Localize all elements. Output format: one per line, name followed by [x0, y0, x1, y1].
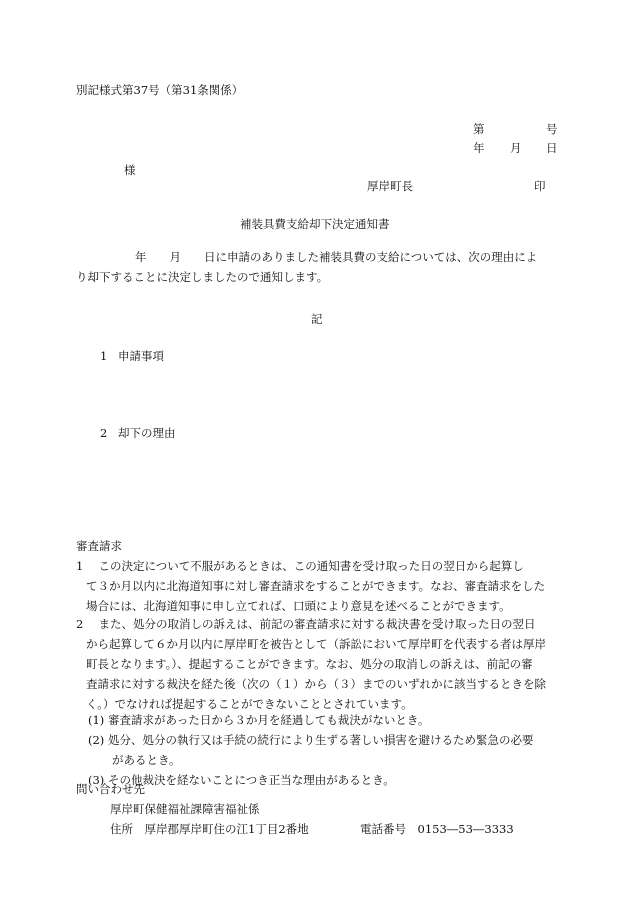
body-line: り却下することに決定しましたので通知します。	[76, 270, 329, 284]
ki-marker: 記	[311, 312, 323, 326]
document-number-suffix: 号	[546, 122, 558, 136]
sub-item: があるとき。	[112, 753, 181, 767]
sub-item: (2) 処分、処分の執行又は手続の続行により生ずる著しい損害を避けるため緊急の必要	[88, 733, 534, 747]
review-line: 査請求に対する裁決を経た後（次の（１）から（３）までのいずれかに該当するときを除	[86, 677, 546, 691]
review-line: て３か月以内に北海道知事に対し審査請求をすることができます。なお、審査請求をした	[86, 579, 546, 593]
date-month: 月	[510, 141, 522, 155]
item-2-label: 却下の理由	[118, 426, 176, 440]
document-number-prefix: 第	[473, 122, 485, 136]
review-sub-items	[76, 710, 533, 790]
item-1-label: 申請事項	[118, 349, 164, 363]
review-line: 場合には、北海道知事に申し立てれば、口頭により意見を述べることができます。	[86, 599, 511, 613]
contact-phone: 電話番号 0153―53―3333	[360, 822, 514, 836]
form-label: 別記様式第37号（第31条関係）	[76, 83, 244, 97]
date-day: 日	[546, 141, 558, 155]
review-line: 1 この決定について不服があるときは、この通知書を受け取った日の翌日から起算し	[76, 559, 524, 573]
contact-address: 住所 厚岸郡厚岸町住の江1丁目2番地	[110, 822, 309, 836]
review-line: 2 また、処分の取消しの訴えは、前記の審査請求に対する裁決書を受け取った日の翌日	[76, 617, 536, 631]
item-2-number: 2	[100, 426, 108, 440]
document-title: 補装具費支給却下決定通知書	[240, 217, 390, 231]
contact-department: 厚岸町保健福祉課障害福祉係	[110, 802, 260, 816]
review-paragraph-1	[76, 556, 545, 616]
issuer-name: 厚岸町長	[367, 179, 413, 193]
sub-item: (1) 審査請求があった日から３か月を経過しても裁決がないとき。	[88, 713, 430, 727]
sub-item: (3) その他裁決を経ないことにつき正当な理由があるとき。	[88, 773, 395, 787]
date-year: 年	[473, 141, 485, 155]
review-line: く。）でなければ提起することができないこととされています。	[86, 697, 413, 711]
review-line: から起算して６か月以内に厚岸町を被告として（訴訟において厚岸町を代表する者は厚岸	[86, 637, 546, 651]
body-line: 年 月 日に申請のありました補装具費の支給については、次の理由によ	[135, 250, 538, 264]
seal-mark: 印	[534, 179, 546, 193]
contact-heading: 問い合わせ先	[76, 782, 145, 796]
addressee-sama: 様	[124, 163, 136, 177]
item-1-number: 1	[100, 349, 108, 363]
review-paragraph-2	[76, 614, 546, 714]
notice-body	[76, 247, 537, 287]
review-heading: 審査請求	[76, 539, 122, 553]
review-line: 町長となります。）、提起することができます。なお、処分の取消しの訴えは、前記の審	[86, 657, 533, 671]
